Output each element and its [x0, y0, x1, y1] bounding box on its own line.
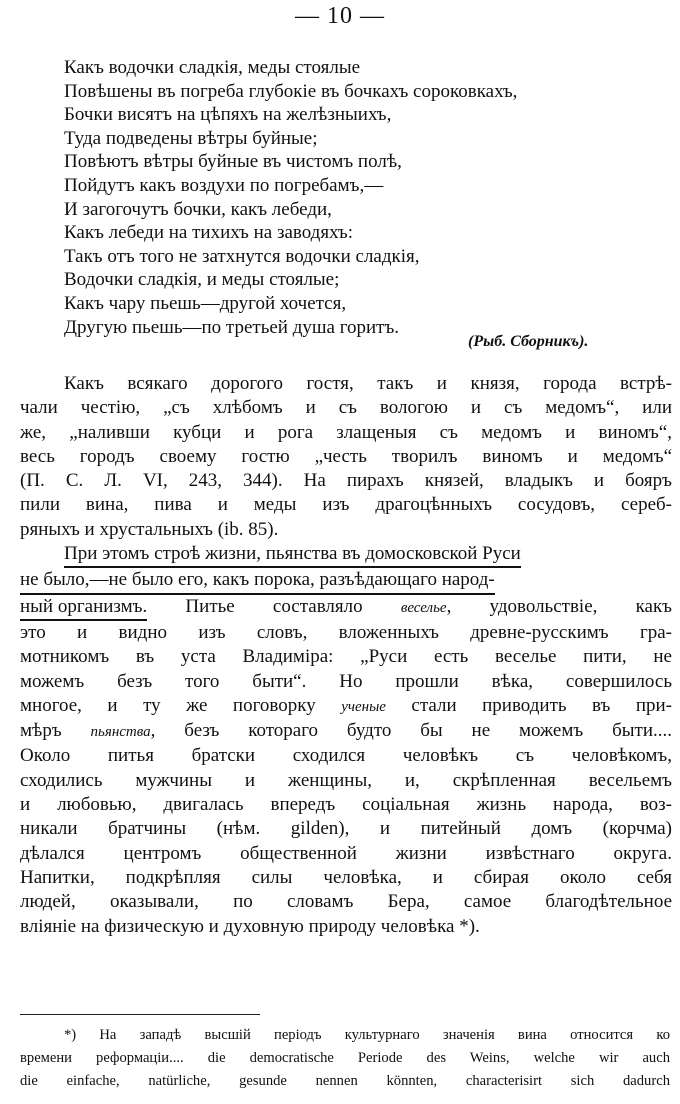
paragraph-line: людей, оказывали, по словамъ Бера, самое благодѣтельное [20, 891, 672, 913]
paragraph-line: это и видно изъ словъ, вложенныхъ древне-русскимъ гра- [20, 621, 672, 643]
paragraph-line: можемъ безъ того быти“. Но прошли вѣка, совершилось [20, 670, 672, 692]
paragraph-line: пили вина, пива и меды изъ драгоцѣнныхъ сосудовъ, сереб- [20, 494, 672, 516]
poem-line: Какъ лебеди на тихихъ на заводяхъ: [64, 222, 353, 244]
paragraph-line: сходились мужчины и женщины, и, скрѣпленная весельемъ [20, 769, 672, 791]
paragraph-line: ряныхъ и хрустальныхъ (ib. 85). [20, 518, 279, 540]
poem-line: Водочки сладкія, и меды стоялые; [64, 269, 340, 291]
poem-line: Какъ чару пьешь—другой хочется, [64, 292, 347, 314]
paragraph-line [20, 719, 672, 744]
paragraph-line: дѣлался центромъ общественной жизни извѣстнаго округа. [20, 842, 672, 864]
text-segment: , безъ котораго будто бы не можемъ быти.... [150, 720, 672, 742]
poem-line: Туда подведены вѣтры буйные; [64, 127, 318, 149]
italic-word: пьянства [90, 724, 151, 741]
text-segment: стали приводить въ при- [385, 694, 673, 716]
poem-line: Повѣшены въ погреба глубокіе въ бочкахъ сороковкахъ, [64, 80, 518, 102]
text-segment: , удовольствіе, какъ [446, 595, 672, 617]
text-segment: мѣръ [20, 720, 91, 742]
text-segment: Питье составляло [147, 595, 401, 617]
poem-line: Пойдутъ какъ воздухи по погребамъ,— [64, 174, 384, 196]
footnote-line: *) На западѣ высшій періодъ культурнаго значенія вина относится ко [64, 1027, 670, 1043]
paragraph-line [20, 542, 672, 568]
footnote [20, 1024, 670, 1093]
paragraph-line [20, 568, 672, 594]
poem-line: И загогочутъ бочки, какъ лебеди, [64, 198, 332, 220]
footnote-divider [20, 1014, 260, 1015]
body-text [20, 372, 672, 939]
page-number: — 10 — [295, 3, 385, 29]
poem-line: Другую пьешь—по третьей душа горитъ. [64, 316, 400, 338]
poem-source-citation: (Рыб. Сборникъ). [468, 333, 589, 350]
paragraph-line: мотникомъ въ уста Владиміра: „Руси есть веселье пити, не [20, 646, 672, 668]
poem-quote [64, 56, 664, 339]
underlined-text: При этомъ строѣ жизни, пьянства въ домосковской Руси [64, 542, 521, 568]
footnote-line: времени реформаціи.... die democratische Periode des Weins, welche wir auch [20, 1050, 670, 1066]
paragraph-line: Какъ всякаго дорогого гостя, такъ и князя, города встрѣ- [64, 373, 672, 394]
paragraph-line [20, 595, 672, 621]
italic-word: ученые [341, 698, 386, 715]
paragraph-line: Напитки, подкрѣпляя силы человѣка, и сбирая около себя [20, 866, 672, 888]
italic-word: веселье [400, 599, 447, 616]
paragraph-line: чали честію, „съ хлѣбомъ и съ вологою и съ медомъ“, или [20, 397, 672, 419]
poem-line: Бочки висятъ на цѣпяхъ на желѣзныихъ, [64, 104, 392, 126]
paragraph-line: никали братчины (нѣм. gilden), и питейный домъ (корчма) [20, 818, 672, 840]
paragraph-line: (П. С. Л. VI, 243, 344). На пирахъ князей, владыкъ и бояръ [20, 470, 672, 492]
poem-line: Такъ отъ того не затхнутся водочки сладкія, [64, 245, 420, 267]
paragraph-line: весь городъ своему гостю „честь творилъ виномъ и медомъ“ [20, 445, 672, 467]
underlined-text: не было,—не было его, какъ порока, разъѣдающаго народ- [20, 568, 495, 594]
poem-line: Какъ водочки сладкія, меды стоялые [64, 57, 361, 78]
underlined-text: ный организмъ. [20, 595, 147, 621]
paragraph-line: и любовью, двигалась впередъ соціальная жизнь народа, воз- [20, 794, 672, 816]
footnote-line: die einfache, natürliche, gesunde nennen könnten, characterisirt sich dadurch [20, 1073, 670, 1089]
paragraph-line [20, 694, 672, 719]
paragraph-line: вліяніе на физическую и духовную природу человѣка *). [20, 915, 480, 937]
text-segment: многое, и ту же поговорку [20, 694, 342, 716]
paragraph-line: же, „наливши кубци и рога злащеныя съ медомъ и виномъ“, [20, 421, 672, 443]
poem-line: Повѣютъ вѣтры буйные въ чистомъ полѣ, [64, 151, 402, 173]
paragraph-line: Около питья братски сходился человѣкъ съ человѣкомъ, [20, 745, 672, 767]
